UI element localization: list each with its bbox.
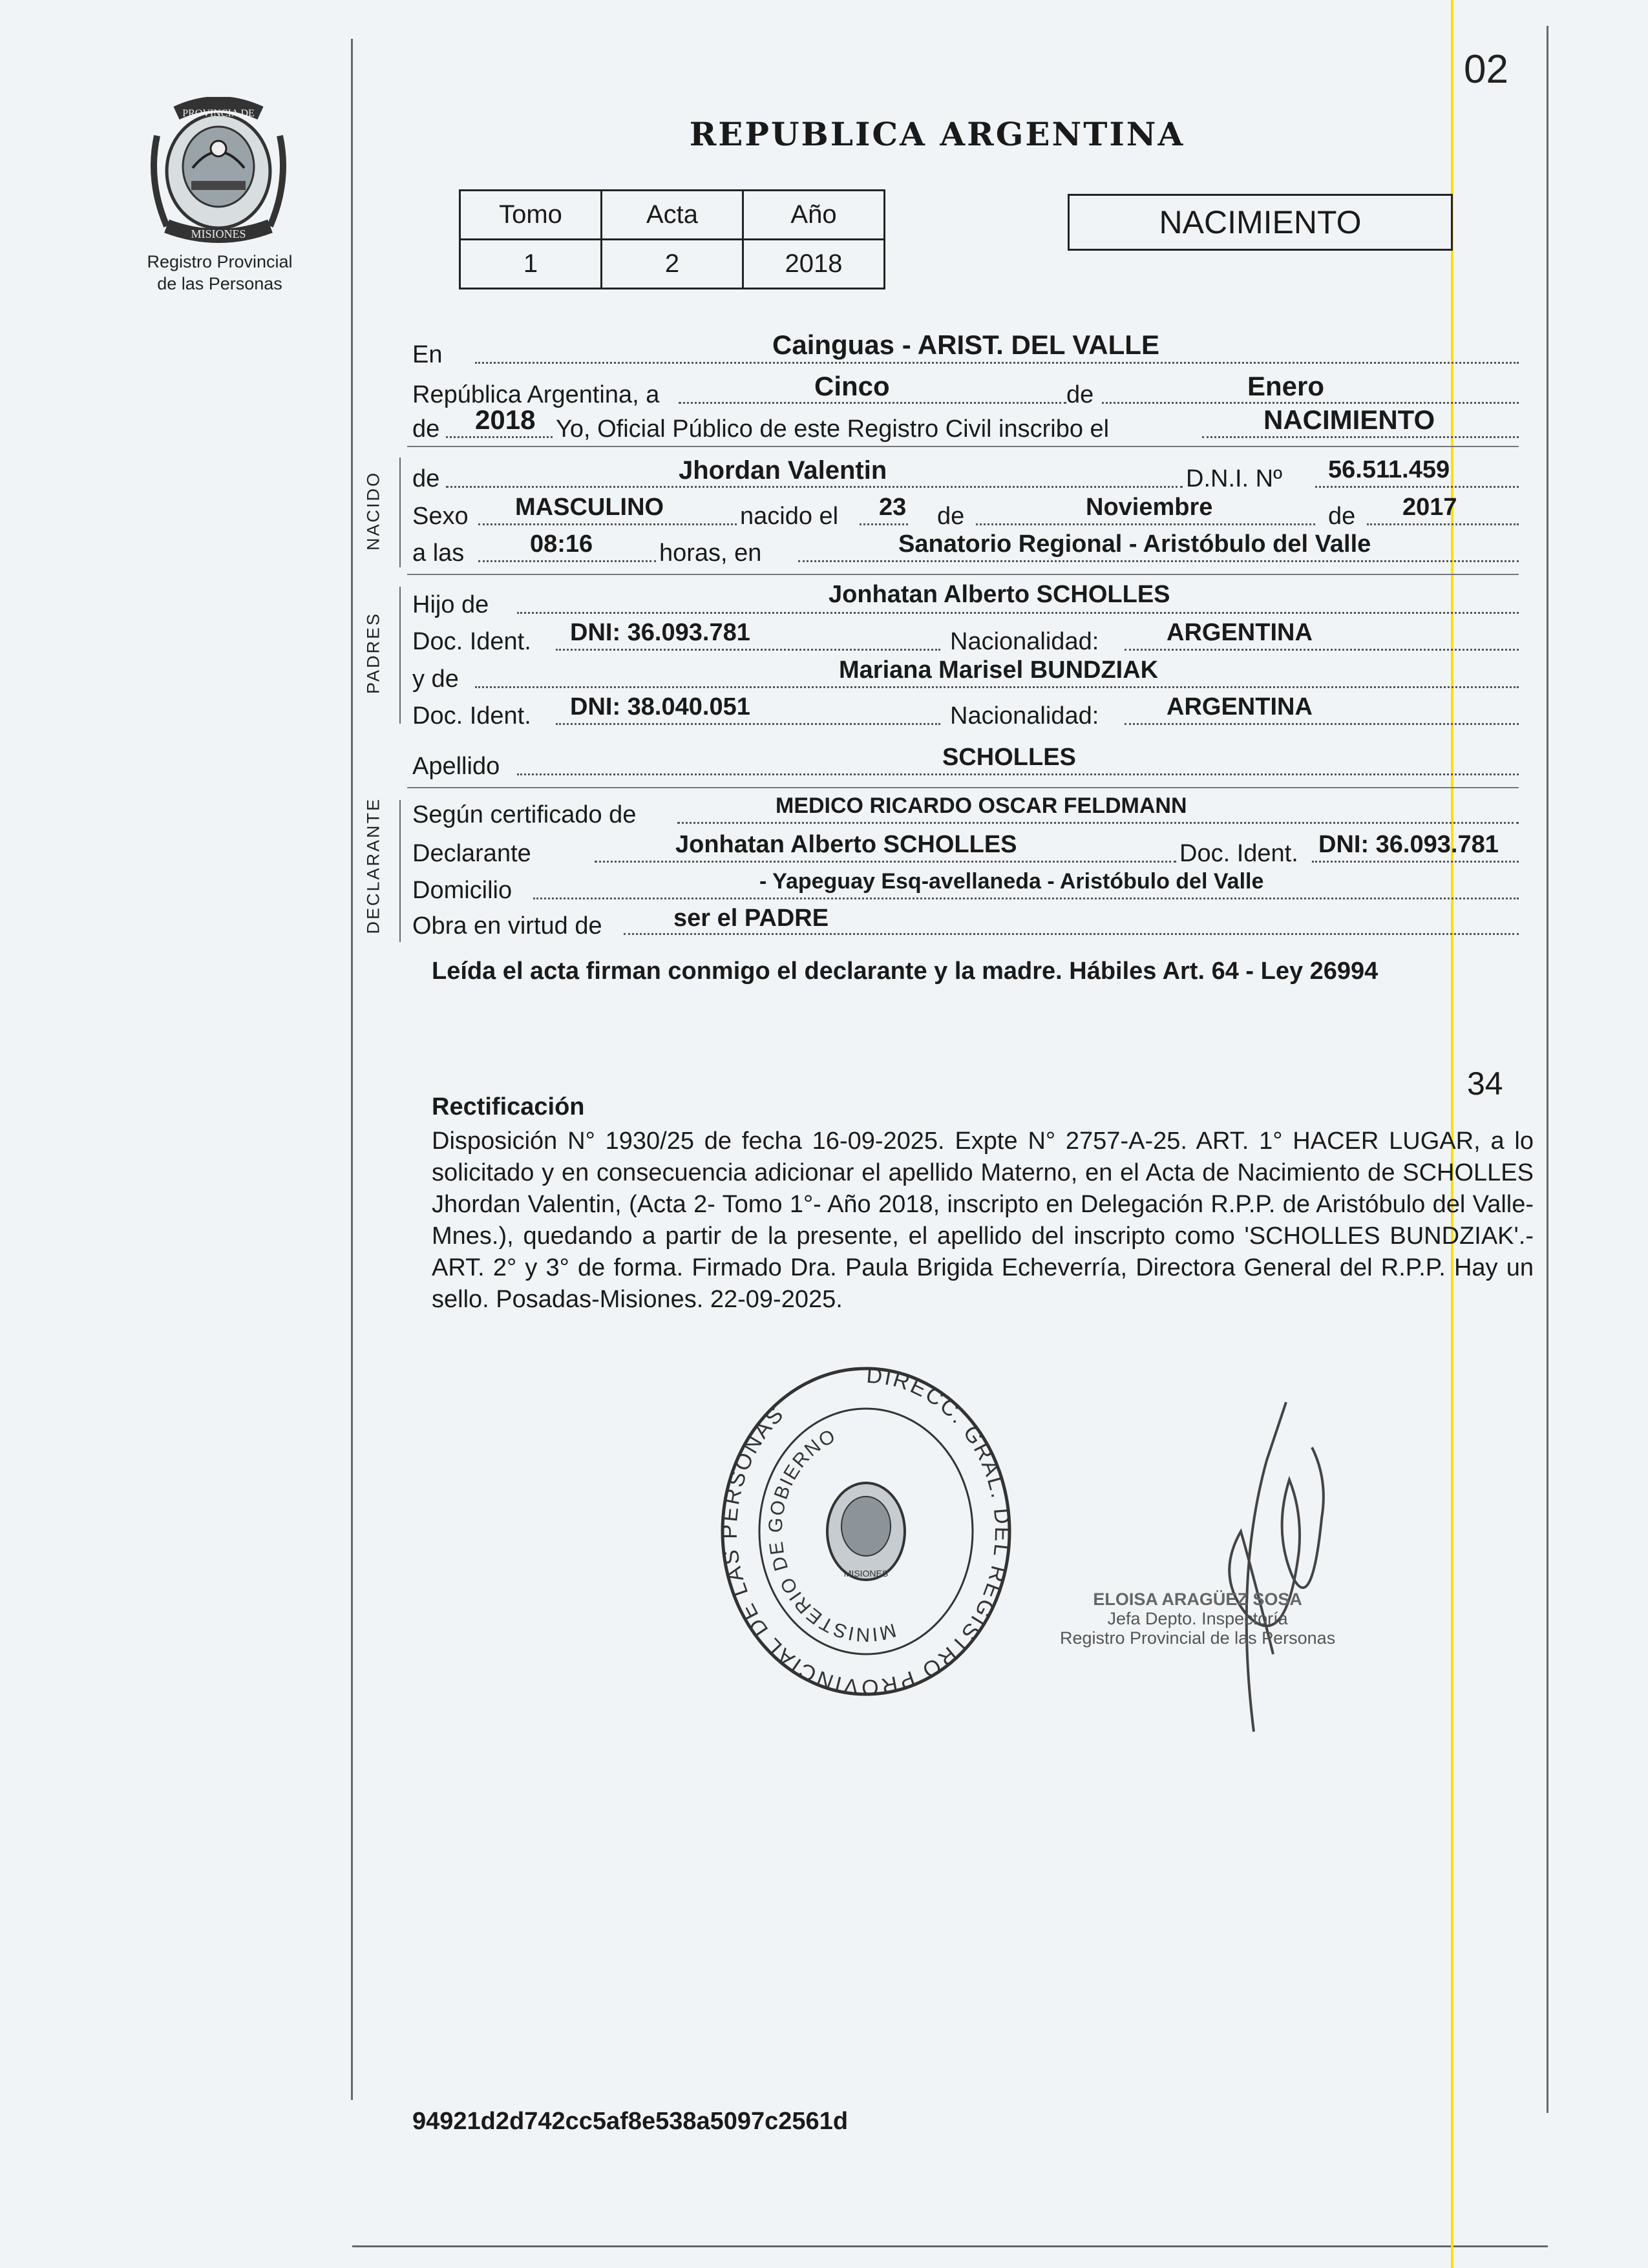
- value-domicilio: - Yapeguay Esq-avellaneda - Aristóbulo del Valle: [759, 869, 1264, 894]
- value-sexo: MASCULINO: [515, 494, 664, 521]
- label-doc-ident-madre: Doc. Ident.: [412, 702, 531, 730]
- label-de-mes: de: [937, 503, 965, 530]
- dots-line: [1102, 402, 1519, 404]
- value-padre-nac: ARGENTINA: [1167, 619, 1313, 646]
- stamp-inner-text: MINISTERIO DE GOBIERNO: [765, 1425, 899, 1646]
- value-madre: Mariana Marisel BUNDZIAK: [839, 656, 1159, 684]
- label-republica: República Argentina, a: [412, 381, 660, 408]
- section-divider: [407, 446, 1519, 447]
- rectificacion-body: Disposición N° 1930/25 de fecha 16-09-2025. Expte N° 2757-A-25. ART. 1° HACER LUGAR, a lo solicitado y en consecuencia adicionar el apellido Materno, en el Acta de Nacimiento de SCHOLLES Jhordan Valentin, (Acta 2- Tomo 1°- Año 2018, inscripto en Delegación R.P.P. de Aristóbulo del Valle- Mnes.), quedando a partir de la presente, el apellido del inscripto como 'SCHOLLES BUNDZIAK'.- ART. 2° y 3° de forma. Firmado Dra. Paula Brigida Echeverría, Directora General del R.P.P. Hay un sello. Posadas-Misiones. 22-09-2025.: [432, 1128, 1534, 1313]
- value-lugar: Cainguas - ARIST. DEL VALLE: [772, 330, 1159, 360]
- signature-block: [1060, 1590, 1335, 1648]
- dots-line: [533, 898, 1519, 899]
- dots-line: [1125, 723, 1519, 725]
- section-divider: [407, 787, 1519, 788]
- signature-role: Jefa Depto. Inspectoría: [1107, 1609, 1288, 1628]
- dots-line: [556, 723, 940, 725]
- dots-line: [595, 861, 1176, 863]
- label-obra: Obra en virtud de: [412, 912, 602, 940]
- value-mes-nac: Noviembre: [1086, 494, 1213, 521]
- title-wrap: [0, 115, 1648, 153]
- value-anio: 2018: [475, 404, 536, 435]
- label-nacido-el: nacido el: [740, 503, 839, 530]
- dots-line: [1315, 486, 1519, 488]
- value-hora: 08:16: [530, 530, 593, 558]
- value-padre-dni: DNI: 36.093.781: [570, 619, 750, 646]
- value-lugar-nac: Sanatorio Regional - Aristóbulo del Valle: [898, 530, 1371, 558]
- value-mes: Enero: [1247, 371, 1325, 401]
- dots-line: [860, 523, 908, 525]
- dots-line: [1202, 436, 1519, 438]
- label-doc-ident-declarante: Doc. Ident.: [1179, 840, 1298, 867]
- dots-line: [556, 649, 940, 651]
- dots-line: [1312, 861, 1519, 863]
- label-de-anio: de: [1328, 503, 1356, 530]
- label-de-year: de: [412, 415, 440, 443]
- acta-note: Leída el acta firman conmigo el declarante y la madre. Hábiles Art. 64 - Ley 26994: [432, 958, 1379, 985]
- margin-number: 34: [1467, 1066, 1503, 1102]
- label-en: En: [412, 341, 443, 368]
- record-type-box: NACIMIENTO: [1068, 194, 1453, 251]
- value-anio-nac: 2017: [1402, 494, 1457, 521]
- header-tomo: Tomo: [460, 191, 602, 240]
- label-nacionalidad-madre: Nacionalidad:: [950, 702, 1099, 730]
- dots-line: [478, 560, 656, 562]
- bracket-line: [399, 457, 401, 567]
- bracket-line: [399, 800, 401, 942]
- label-horas-en: horas, en: [659, 540, 762, 567]
- label-de: de: [1066, 381, 1094, 408]
- bottom-edge-line: [352, 2245, 1548, 2247]
- value-padre: Jonhatan Alberto SCHOLLES: [829, 581, 1170, 608]
- header-anio: Año: [743, 191, 885, 240]
- label-dni: D.N.I. Nº: [1186, 465, 1282, 492]
- value-nombre: Jhordan Valentin: [679, 456, 887, 485]
- logo-arch-text: PROVINCIA DE: [182, 108, 255, 119]
- logo-caption-line1: Registro Provincial: [147, 252, 293, 271]
- dots-line: [677, 822, 1519, 824]
- section-divider: [407, 574, 1519, 575]
- side-label-padres: PADRES: [363, 611, 383, 695]
- stamp-seal-text: MISIONES: [843, 1568, 889, 1579]
- dots-line: [624, 933, 1519, 935]
- value-acta: 2: [602, 240, 743, 289]
- label-domicilio: Domicilio: [412, 877, 512, 904]
- dots-line: [679, 402, 1066, 404]
- value-obra: ser el PADRE: [673, 905, 829, 932]
- page-number: 02: [1464, 47, 1508, 92]
- signature-name: ELOISA ARAGÜEZ SOSA: [1093, 1590, 1302, 1609]
- dots-line: [517, 773, 1519, 775]
- value-anio: 2018: [743, 240, 885, 289]
- dots-line: [478, 523, 737, 525]
- label-nacionalidad-padre: Nacionalidad:: [950, 628, 1099, 655]
- value-apellido: SCHOLLES: [942, 744, 1076, 771]
- value-madre-nac: ARGENTINA: [1167, 693, 1313, 720]
- dots-line: [446, 436, 553, 438]
- rectificacion-heading: Rectificación: [432, 1093, 585, 1120]
- label-declarante: Declarante: [412, 840, 531, 867]
- signature-scribble: [1176, 1383, 1344, 1745]
- document-title: REPUBLICA ARGENTINA: [689, 115, 1185, 153]
- value-tomo: 1: [460, 240, 602, 289]
- dots-line: [446, 486, 1183, 488]
- value-dni: 56.511.459: [1328, 456, 1450, 483]
- dots-line: [1367, 523, 1519, 525]
- value-dia-nac: 23: [879, 494, 907, 521]
- document-hash: 94921d2d742cc5af8e538a5097c2561d: [412, 2108, 849, 2135]
- side-label-declarante: DECLARANTE: [363, 797, 383, 934]
- label-yo: Yo, Oficial Público de este Registro Civil inscribo el: [556, 415, 1110, 443]
- dots-line: [798, 560, 1519, 562]
- value-acto: NACIMIENTO: [1263, 404, 1435, 435]
- bracket-line: [399, 587, 401, 724]
- logo-caption-line2: de las Personas: [157, 274, 282, 293]
- label-sexo: Sexo: [412, 503, 469, 530]
- header-acta: Acta: [602, 191, 743, 240]
- value-declarante: Jonhatan Alberto SCHOLLES: [675, 831, 1017, 858]
- value-dia: Cinco: [814, 371, 890, 401]
- side-label-nacido: NACIDO: [363, 471, 383, 551]
- logo-caption: [123, 251, 317, 295]
- label-hijo-de: Hijo de: [412, 591, 489, 618]
- signature-office: Registro Provincial de las Personas: [1060, 1628, 1336, 1648]
- stamp-outer-text: DIRECC. GRAL. DEL REGISTRO PROVINCIAL DE LAS PERSONAS: [717, 1363, 1015, 1699]
- label-de-name: de: [412, 465, 440, 492]
- label-doc-ident-padre: Doc. Ident.: [412, 628, 531, 655]
- value-madre-dni: DNI: 38.040.051: [570, 693, 750, 720]
- logo-banner-text: MISIONES: [191, 227, 246, 240]
- right-margin-line: [1547, 26, 1548, 2113]
- label-y-de: y de: [412, 666, 459, 693]
- official-stamp: [714, 1363, 1018, 1699]
- label-a-las: a las: [412, 540, 465, 567]
- left-margin-line: [351, 39, 353, 2100]
- value-declarante-dni: DNI: 36.093.781: [1318, 831, 1499, 858]
- value-certificado: MEDICO RICARDO OSCAR FELDMANN: [776, 793, 1187, 818]
- dots-line: [475, 362, 1519, 364]
- label-apellido: Apellido: [412, 753, 500, 780]
- dots-line: [976, 523, 1315, 525]
- dots-line: [475, 686, 1519, 688]
- record-table: [459, 189, 885, 289]
- dots-line: [517, 612, 1519, 614]
- dots-line: [1125, 649, 1519, 651]
- label-segun: Según certificado de: [412, 801, 637, 828]
